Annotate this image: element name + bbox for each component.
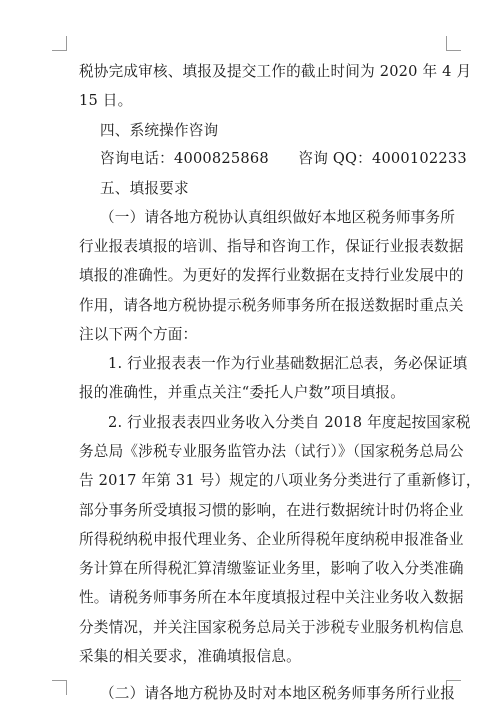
list-item-line: 性。请税务师事务所在本年度填报过程中关注业务收入数据 — [79, 589, 464, 606]
list-item-line: 务总局《涉税专业服务监管办法（试行）》（国家税务总局公 — [79, 443, 464, 460]
list-item-line: 2. 行业报表表四业务收入分类自 2018 年度起按国家税 — [108, 414, 471, 431]
page-corner-mark — [52, 680, 67, 695]
contact-line: 咨询电话：4000825868 咨询 QQ：4000102233 — [100, 150, 467, 167]
paragraph-line: 作用，请各地方税协提示税务师事务所在报送数据时重点关 — [79, 297, 464, 314]
paragraph-line: 15 日。 — [79, 92, 133, 109]
section-heading: 四、系统操作咨询 — [100, 122, 219, 139]
list-item-line: 务计算在所得税汇算清缴鉴证业务里，影响了收入分类准确 — [79, 560, 464, 577]
paragraph-line: 注以下两个方面： — [79, 326, 198, 343]
list-item-line: 告 2017 年第 31 号）规定的八项业务分类进行了重新修订， — [79, 472, 481, 489]
paragraph-line: （二）请各地方税协及时对本地区税务师事务所行业报 — [100, 685, 456, 702]
list-item-line: 所得税纳税申报代理业务、企业所得税年度纳税申报准备业 — [79, 531, 464, 548]
page-corner-mark — [52, 36, 67, 51]
list-item-line: 部分事务所受填报习惯的影响，在进行数据统计时仍将企业 — [79, 502, 464, 519]
paragraph-line: 填报的准确性。为更好的发挥行业数据在支持行业发展中的 — [79, 267, 464, 284]
paragraph-line: （一）请各地方税协认真组织做好本地区税务师事务所 — [100, 209, 456, 226]
list-item-line: 分类情况，并关注国家税务总局关于涉税专业服务机构信息 — [79, 619, 464, 636]
list-item-line: 1. 行业报表表一作为行业基础数据汇总表，务必保证填 — [108, 355, 468, 372]
list-item-line: 报的准确性，并重点关注“委托人户数”项目填报。 — [79, 384, 405, 401]
list-item-line: 采集的相关要求，准确填报信息。 — [79, 648, 301, 665]
paragraph-line: 行业报表填报的培训、指导和咨询工作，保证行业报表数据 — [79, 238, 464, 255]
paragraph-line: 税协完成审核、填报及提交工作的截止时间为 2020 年 4 月 — [79, 63, 472, 80]
page-corner-mark — [446, 36, 461, 51]
section-heading: 五、填报要求 — [100, 180, 189, 197]
